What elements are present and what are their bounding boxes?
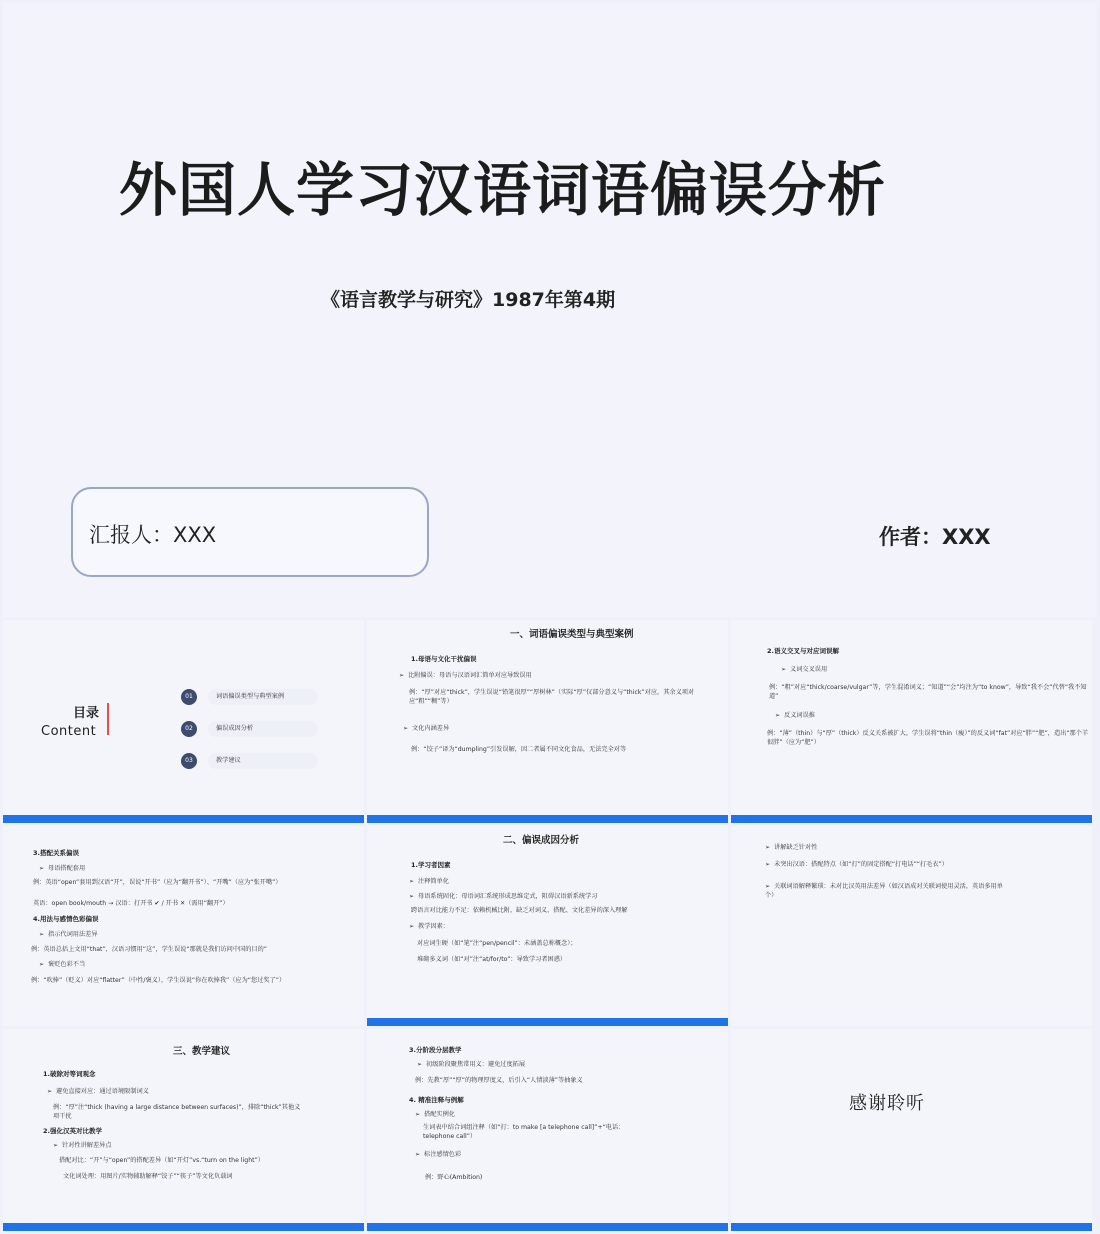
cover-title: 外国人学习汉语词语偏误分析 <box>119 156 887 224</box>
subheading: 4. 精准注释与例解 <box>409 1096 464 1104</box>
toc-number: 01 <box>181 689 197 705</box>
example-text: 例：“饺子”译为“dumpling”引发误解，因二者属不同文化食品，无法完全对等 <box>411 746 627 753</box>
subheading: 3.分阶段分层教学 <box>409 1046 462 1054</box>
example-text: 文化词处理：用图片/实物辅助解释“饺子”“筷子”等文化负载词 <box>63 1173 233 1180</box>
example-text: 生词表中结合词组注释（如“打：to make [a telephone call]”+“电话：telephone call”） <box>423 1124 625 1140</box>
content-slide-2[interactable] <box>731 620 1092 823</box>
content-slide-1[interactable] <box>367 620 728 823</box>
toc-title-en: Content <box>41 724 97 739</box>
subheading: 1.母语与文化干扰偏误 <box>411 655 477 663</box>
bullet-item: ➢ 文化内涵差异 <box>403 725 703 734</box>
accent-bar <box>367 1018 728 1026</box>
content-slide-7[interactable] <box>367 1029 728 1231</box>
bullet-item: ➢ 初级阶段聚焦常用义：避免过度拓展 <box>417 1061 717 1070</box>
bullet-item: ➢ 搭配实例化 <box>415 1111 715 1120</box>
subheading: 1.破除对等词观念 <box>43 1070 96 1078</box>
example-text: 例：野心(Ambition) <box>425 1174 483 1181</box>
example-text: 例：“薄”（thin）与“厚”（thick）反义关系被扩大，学生误将“thin（瘦）”的反义词“fat”对应“胖”“肥”，造出“那个羊很胖”（应为“肥”） <box>767 730 1089 746</box>
author-text: 作者：XXX <box>879 525 991 549</box>
accent-bar <box>367 815 728 823</box>
example-text: 例：“厚”对应“thick”，学生误说“铅笔很厚”“厚树林”（实际“厚”仅部分意义与“thick”对应，其余义项对应“粗”“稠”等） <box>409 689 695 705</box>
bullet-item: ➢ 褒贬色彩不当 <box>39 961 339 970</box>
bullet-item: ➢ 母语搭配套用 <box>39 865 339 874</box>
subheading: 4.用法与感情色彩偏误 <box>33 915 99 923</box>
subheading: 2.强化汉英对比教学 <box>43 1127 102 1135</box>
bullet-item: ➢ 指示代词用法差异 <box>39 931 339 940</box>
bullet-item: ➢ 注释简单化 <box>409 878 709 887</box>
section-heading: 二、偏误成因分析 <box>503 835 580 846</box>
accent-bar <box>367 1223 728 1231</box>
subheading: 1.学习者因素 <box>411 861 451 869</box>
toc-slide[interactable] <box>3 620 364 823</box>
example-text: 例：英语“open”套用到汉语“开”，误说“开书”（应为“翻开书”）、“开嘴”（应为“张开嘴”） <box>33 879 282 886</box>
content-slide-4[interactable] <box>367 826 728 1026</box>
example-text: 英语：open book/mouth → 汉语：打开书 ✔ / 开书 ✕（需用“翻开”） <box>33 900 229 907</box>
bullet-item: ➢ 未突出汉语：搭配特点（如“打”的固定搭配“打电话”“打毛衣”） <box>765 861 1085 870</box>
accent-bar <box>3 1223 364 1231</box>
section-heading: 一、词语偏误类型与典型案例 <box>510 629 634 640</box>
example-text: 堆砌多义词（如“对”注“at/for/to”：导致学习者困惑） <box>417 956 567 963</box>
toc-divider <box>107 703 109 735</box>
bullet-item: ➢ 教学因素： <box>409 923 709 932</box>
thanks-text: 感谢聆听 <box>849 1093 925 1114</box>
toc-number: 02 <box>181 721 197 737</box>
subheading: 2.语义交叉与对应词误解 <box>767 647 839 655</box>
accent-bar <box>731 1223 1092 1231</box>
toc-item[interactable]: 教学建议 <box>208 753 318 769</box>
example-text: 例：“厚”注“thick (having a large distance between surfaces)”，排除“thick”其他义项干扰 <box>53 1104 301 1120</box>
cover-slide[interactable] <box>3 3 1097 617</box>
content-slide-3[interactable] <box>3 826 364 1026</box>
bullet-item: ➢ 义词交叉误用 <box>781 666 1081 675</box>
example-text: 例：“吹捧”（贬义）对应“flatter”（中性/褒义），学生误说“你在吹捧我”（应为“您过奖了”） <box>31 977 286 984</box>
example-text: 例：英语总括上文用“that”，汉语习惯用“这”，学生误说“那就是我们访问中国的目的” <box>31 946 267 953</box>
bullet-item: ➢ 针对性讲解差异点 <box>53 1142 353 1151</box>
bullet-item: ➢ 关联词语解释繁琐：未对比汉英用法差异（如汉语成对关联词使用灵活，英语多用单个） <box>765 883 1005 900</box>
content-slide-6[interactable] <box>3 1029 364 1231</box>
reporter-text: 汇报人：XXX <box>89 523 217 547</box>
example-text: 搭配对比：“开”与“open”的搭配差异（如“开灯”vs.“turn on the light”） <box>59 1157 264 1164</box>
accent-bar <box>3 815 364 823</box>
example-text: 例：先教“厚”“厚”的物理厚度义，后引入“人情淡薄”等抽象义 <box>415 1077 583 1084</box>
bullet-item: ➢ 母语系统固化：母语词汇系统形成思维定式，阻碍汉语新系统学习 <box>409 893 719 902</box>
subheading: 3.搭配关系偏误 <box>33 849 79 857</box>
accent-bar <box>731 815 1092 823</box>
section-heading: 三、教学建议 <box>173 1046 231 1057</box>
toc-number: 03 <box>181 753 197 769</box>
content-slide-5[interactable] <box>731 826 1092 1026</box>
toc-item[interactable]: 词语偏误类型与典型案例 <box>208 689 318 705</box>
bullet-item: ➢ 标注感情色彩 <box>415 1151 715 1160</box>
bullet-item: ➢ 讲解缺乏针对性 <box>765 844 1065 853</box>
toc-title-cn: 目录 <box>73 706 100 721</box>
example-text: 对应词生硬（如“笔”注“pen/pencil”：未涵盖总称概念）； <box>417 940 577 947</box>
bullet-item: ➢ 避免直接对应：通过语境限制词义 <box>47 1088 347 1097</box>
toc-item[interactable]: 偏误成因分析 <box>208 721 318 737</box>
reporter-box <box>71 487 429 577</box>
bullet-item: ➢ 比附偏误：母语与汉语词汇简单对应导致误用 <box>399 672 719 681</box>
example-text: 跨语言对比能力不足：依赖机械比附，缺乏对词义、搭配、文化差异的深入理解 <box>411 907 628 914</box>
example-text: 例：“粗”对应“thick/coarse/vulgar”等，学生混淆词义；“知道”“会”均注为“to know”，导致“我不会”代替“我不知道” <box>769 684 1087 700</box>
bullet-item: ➢ 反义词误推 <box>775 712 1075 721</box>
thanks-slide[interactable] <box>731 1029 1092 1231</box>
cover-subtitle: 《语言教学与研究》1987年第4期 <box>321 289 616 311</box>
